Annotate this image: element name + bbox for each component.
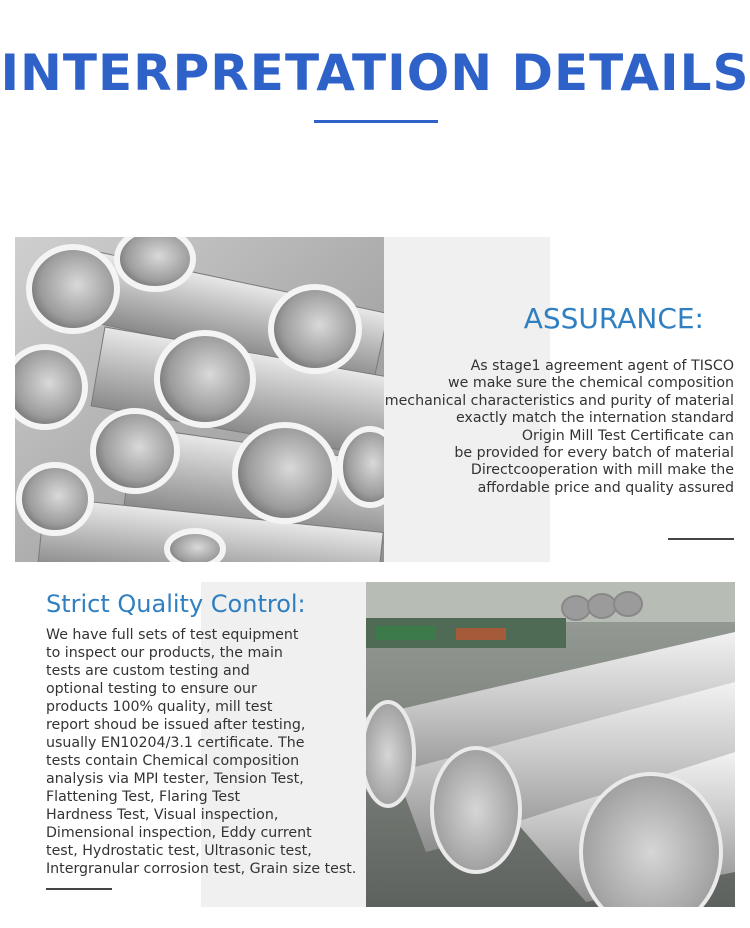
assurance-heading: ASSURANCE: [523,302,704,335]
page-title: INTERPRETATION DETAILS [0,44,750,102]
quality-line: Flattening Test, Flaring Test [46,789,241,805]
stacked-pipes-photo [15,237,384,562]
quality-line: Hardness Test, Visual inspection, [46,807,279,823]
assurance-line: As stage1 agreement agent of TISCO [470,358,734,374]
assurance-line: Directcooperation with mill make the [470,462,734,479]
title-underline [314,120,438,123]
quality-rule [46,888,112,890]
quality-line: to inspect our products, the main [46,645,283,661]
quality-line: products 100% quality, mill test [46,699,273,715]
assurance-line: affordable price and quality assured [477,479,734,496]
quality-line: Intergranular corrosion test, Grain size test. [46,861,357,877]
assurance-line: mechanical characteristics and purity of material [384,392,734,409]
quality-line: Dimensional inspection, Eddy current [46,825,312,841]
quality-line: test, Hydrostatic test, Ultrasonic test, [46,843,312,859]
quality-line: optional testing to ensure our [46,681,257,697]
assurance-line: be provided for every batch of material [454,445,734,462]
assurance-rule [668,538,734,540]
quality-line: report shoud be issued after testing, [46,717,306,733]
quality-line: We have full sets of test equipment [46,627,299,643]
quality-line: tests contain Chemical composition [46,753,300,769]
assurance-line: we make sure the chemical composition [448,375,734,392]
quality-line: analysis via MPI tester, Tension Test, [46,771,304,787]
quality-heading: Strict Quality Control: [46,590,306,618]
assurance-text [374,358,734,497]
assurance-line: Origin Mill Test Certificate can [521,427,734,444]
assurance-line: exactly match the internation standard [455,410,734,427]
factory-pipes-photo [366,582,735,907]
quality-line: usually EN10204/3.1 certificate. The [46,735,305,751]
quality-text [46,626,366,878]
quality-line: tests are custom testing and [46,663,250,679]
